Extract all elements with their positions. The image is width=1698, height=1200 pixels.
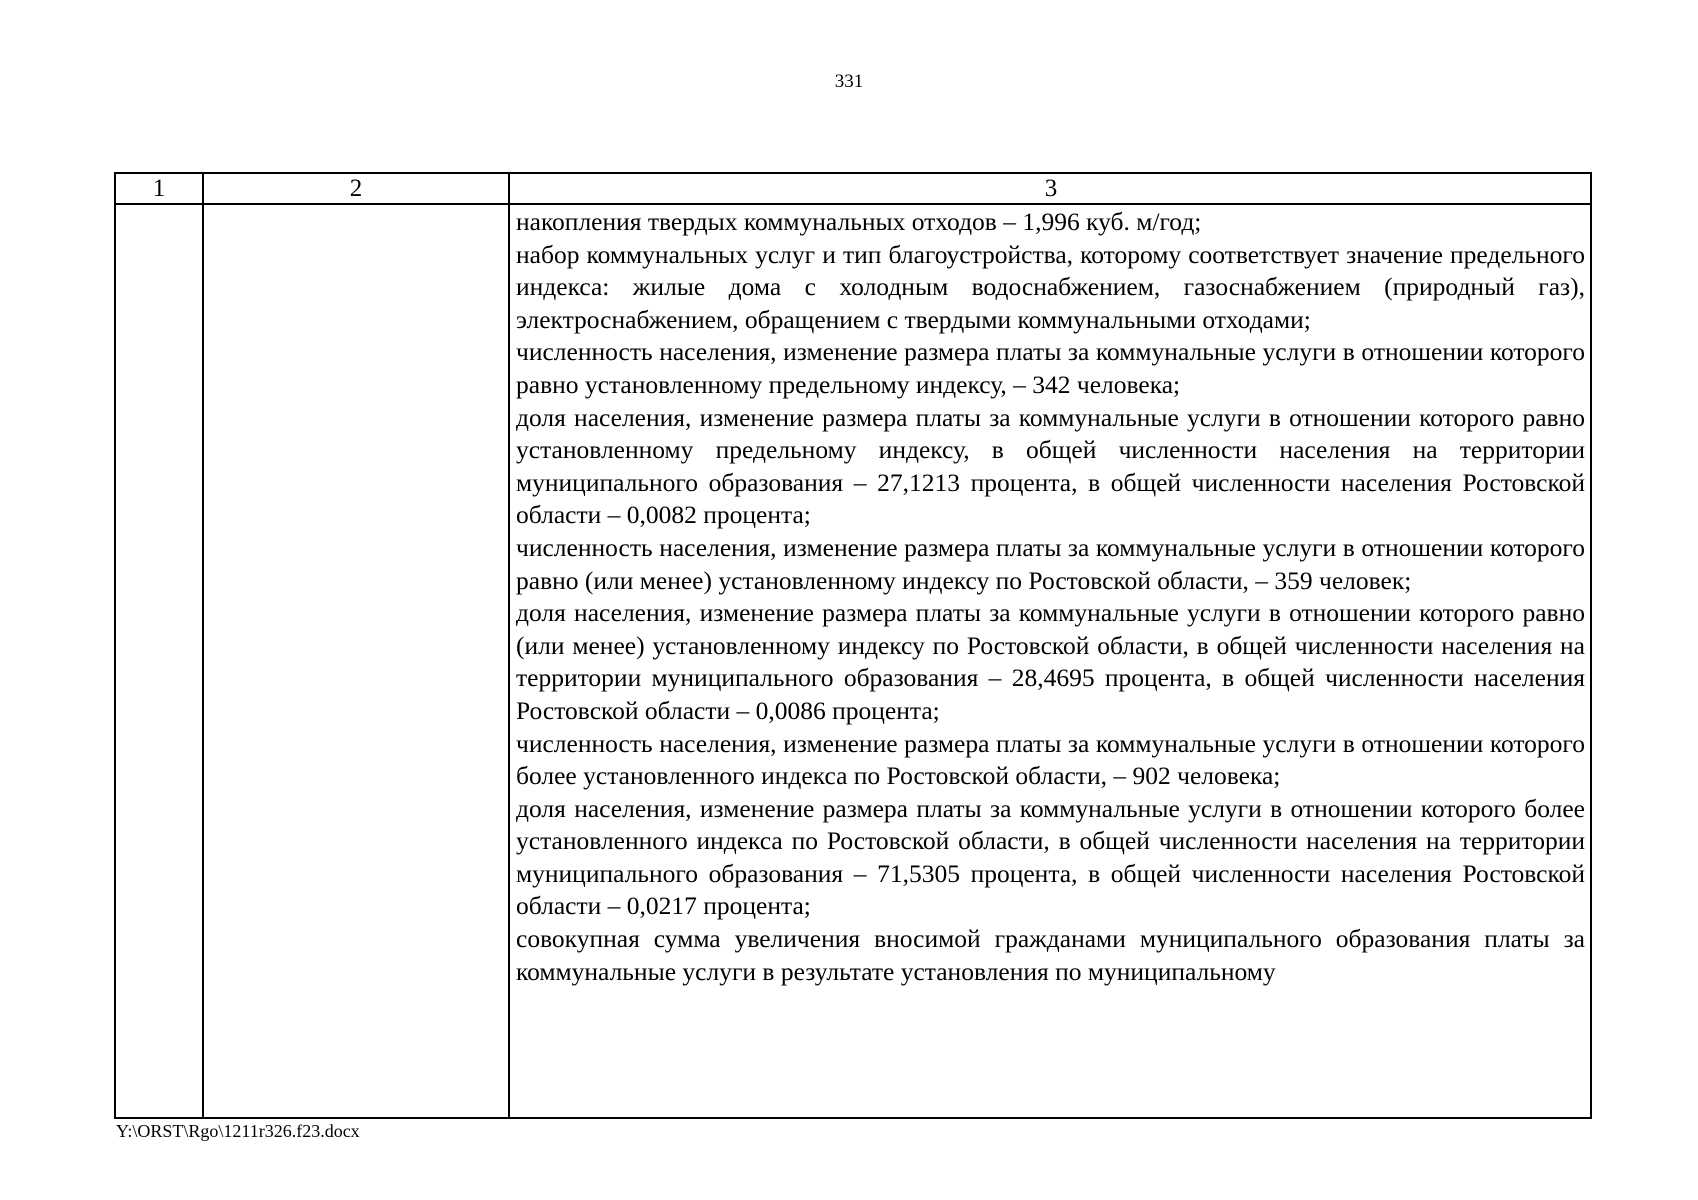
paragraph: совокупная сумма увеличения вносимой гражданами муниципального образования платы за коммунальные услуги в результате установления по муниципальному bbox=[516, 924, 1585, 986]
paragraph: численность населения, изменение размера платы за коммунальные услуги в отношении которого равно установленному предельному индексу, – 342 человека; bbox=[516, 337, 1585, 399]
column-divider bbox=[202, 174, 204, 1117]
paragraph: доля населения, изменение размера платы за коммунальные услуги в отношении которого более установленного индекса по Ростовской области, в общей численности населения на территории муниципального образования – 71,5305 процента, в общей численности населения Ростовской области – 0,0217 процента; bbox=[516, 793, 1585, 921]
data-table bbox=[114, 172, 1592, 1119]
column-header-3: 3 bbox=[1044, 175, 1058, 202]
paragraph: численность населения, изменение размера платы за коммунальные услуги в отношении которого равно (или менее) установленному индексу по Ростовской области, – 359 человек; bbox=[516, 532, 1585, 595]
column-header-2: 2 bbox=[349, 175, 363, 202]
page-number: 331 bbox=[834, 71, 864, 92]
footer-file-path: Y:\ORST\Rgo\1211r326.f23.docx bbox=[116, 1121, 360, 1141]
column-header-1: 1 bbox=[152, 175, 166, 202]
header-divider bbox=[116, 203, 1590, 205]
paragraph: накопления твердых коммунальных отходов – 1,996 куб. м/год; bbox=[516, 207, 1202, 236]
paragraph: доля населения, изменение размера платы за коммунальные услуги в отношении которого равно установленному предельному индексу, в общей численности населения на территории муниципального образования – 27,1213 процента, в общей численности населения Ростовской области – 0,0082 процента; bbox=[516, 402, 1585, 530]
paragraph: набор коммунальных услуг и тип благоустройства, которому соответствует значение предельного индекса: жилые дома с холодным водоснабжением, газоснабжением (природный газ), электроснабжением, обращением с твердыми коммунальными отходами; bbox=[516, 239, 1585, 334]
column-divider bbox=[508, 174, 510, 1117]
column-3-cell bbox=[516, 206, 1585, 988]
paragraph: доля населения, изменение размера платы за коммунальные услуги в отношении которого равно (или менее) установленному индексу по Ростовской области, в общей численности населения на территории муниципального образования – 28,4695 процента, в общей численности населения Ростовской области – 0,0086 процента; bbox=[516, 598, 1585, 725]
paragraph: численность населения, изменение размера платы за коммунальные услуги в отношении которого более установленного индекса по Ростовской области, – 902 человека; bbox=[516, 728, 1585, 791]
